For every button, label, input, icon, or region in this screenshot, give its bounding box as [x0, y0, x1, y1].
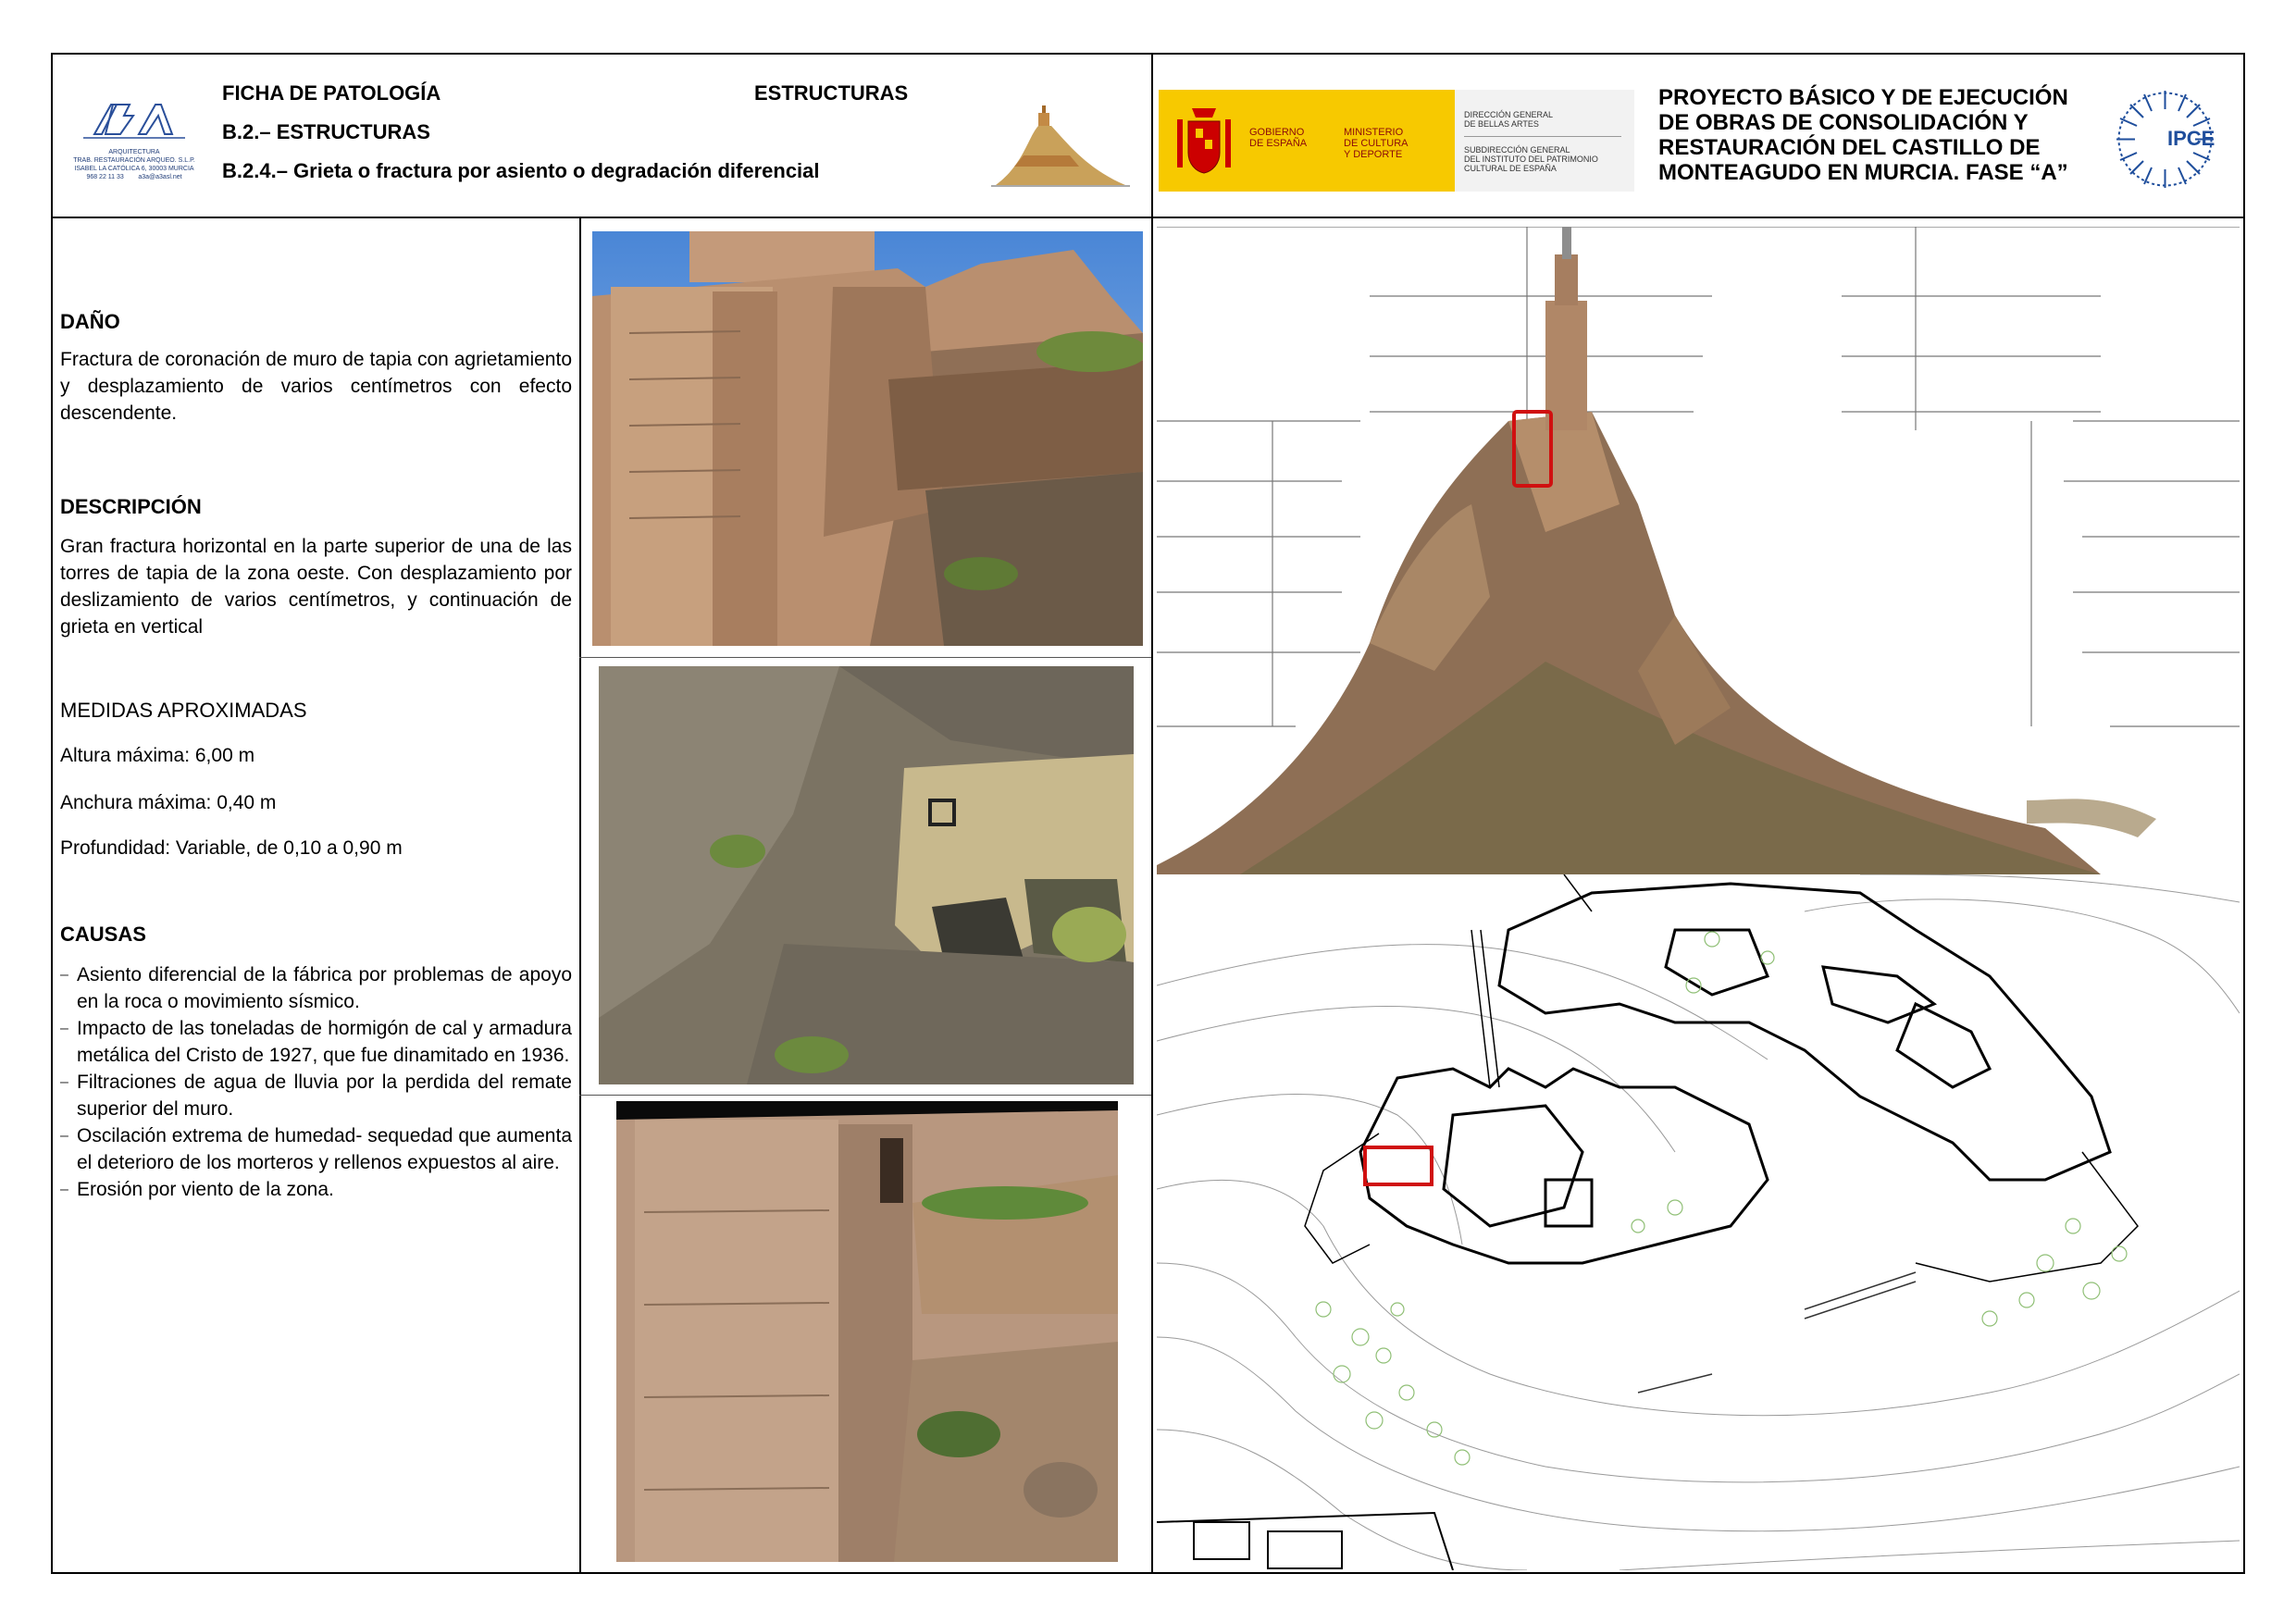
gobierno-label: GOBIERNO DE ESPAÑA	[1249, 127, 1308, 149]
a3a-logo	[65, 97, 204, 185]
cause-item: – Filtraciones de agua de lluvia por la perdida del remate superior del muro.	[60, 1069, 572, 1122]
a3a-logo-line-4: 968 22 11 33 a3a@a3asl.net	[86, 174, 182, 180]
a3a-logo-line-1: ARQUITECTURA	[108, 149, 160, 155]
photo-tower-crack-view	[592, 231, 1143, 646]
sheet-type: FICHA DE PATOLOGÍA	[222, 81, 441, 105]
damage-text: Fractura de coronación de muro de tapia con agrietamiento y desplazamiento de varios centímetros con efecto descendente.	[60, 349, 572, 424]
ipce-label: IPCE	[2167, 127, 2215, 150]
causes-list	[60, 961, 572, 1203]
photo-divider-2	[579, 1095, 1151, 1096]
photo-wall-fracture-image	[616, 1101, 1118, 1562]
cause-item: – Erosión por viento de la zona.	[60, 1176, 572, 1203]
description-heading: DESCRIPCIÓN	[60, 495, 202, 518]
measure-height: Altura máxima: 6,00 m	[60, 745, 255, 766]
directorate-separator	[1464, 136, 1621, 137]
photo-wall-fracture-view	[616, 1101, 1118, 1562]
castle-silhouette-icon	[987, 100, 1135, 188]
direccion-label: DIRECCIÓN GENERAL DE BELLAS ARTES	[1464, 110, 1554, 129]
cause-item: – Oscilación extrema de humedad- sequedad que aumenta el deterioro de los morteros y rellenos expuestos al aire.	[60, 1122, 572, 1176]
photo-aerial-top-image	[599, 666, 1134, 1084]
text-column-divider	[579, 217, 581, 1574]
measures-heading: MEDIDAS APROXIMADAS	[60, 699, 307, 722]
photo-tower-crack-image	[592, 231, 1143, 646]
government-logo	[1159, 90, 1634, 192]
subdireccion-label: SUBDIRECCIÓN GENERAL DEL INSTITUTO DEL PATRIMONIO CULTURAL DE ESPAÑA	[1464, 145, 1598, 173]
ministerio-label: MINISTERIO DE CULTURA Y DEPORTE	[1344, 127, 1409, 160]
description-text: Gran fractura horizontal en la parte superior de una de las torres de tapia de la zona oeste. Con desplazamiento por deslizamiento de varios centímetros, y continuación de grieta en vertical	[60, 536, 572, 638]
a3a-logo-mark	[65, 97, 204, 143]
header-divider	[1151, 53, 1153, 1574]
castle-elevation-view	[1157, 227, 2240, 874]
a3a-logo-line-2: TRAB. RESTAURACIÓN ARQUEO. S.L.P.	[73, 157, 195, 164]
castle-site-plan-drawing	[1157, 874, 2240, 1570]
measure-depth: Profundidad: Variable, de 0,10 a 0,90 m	[60, 837, 403, 859]
damage-heading: DAÑO	[60, 310, 120, 333]
project-title: PROYECTO BÁSICO Y DE EJECUCIÓN DE OBRAS DE CONSOLIDACIÓN Y RESTAURACIÓN DEL CASTILLO DE MONTEAGUDO EN MURCIA. FASE “A”	[1658, 85, 2068, 185]
section: B.2.– ESTRUCTURAS	[222, 120, 430, 143]
photo-aerial-top-view	[599, 666, 1134, 1084]
category: ESTRUCTURAS	[754, 81, 909, 105]
photo-divider-1	[579, 657, 1151, 658]
castle-site-plan	[1157, 874, 2240, 1570]
header-bottom-rule	[51, 217, 2245, 218]
causes-heading: CAUSAS	[60, 923, 146, 946]
castle-elevation-image	[1157, 227, 2240, 874]
cause-item: – Impacto de las toneladas de hormigón de cal y armadura metálica del Cristo de 1927, que fue dinamitado en 1936.	[60, 1015, 572, 1069]
directorate-panel	[1455, 90, 1634, 192]
coat-of-arms-icon	[1172, 101, 1236, 180]
measure-width: Anchura máxima: 0,40 m	[60, 792, 277, 813]
cause-item: – Asiento diferencial de la fábrica por problemas de apoyo en la roca o movimiento sísmico.	[60, 961, 572, 1015]
subsection: B.2.4.– Grieta o fractura por asiento o degradación diferencial	[222, 159, 820, 182]
ipce-logo	[2112, 86, 2218, 192]
a3a-logo-line-3: ISABEL LA CATÓLICA 6, 30003 MURCIA	[74, 166, 194, 172]
